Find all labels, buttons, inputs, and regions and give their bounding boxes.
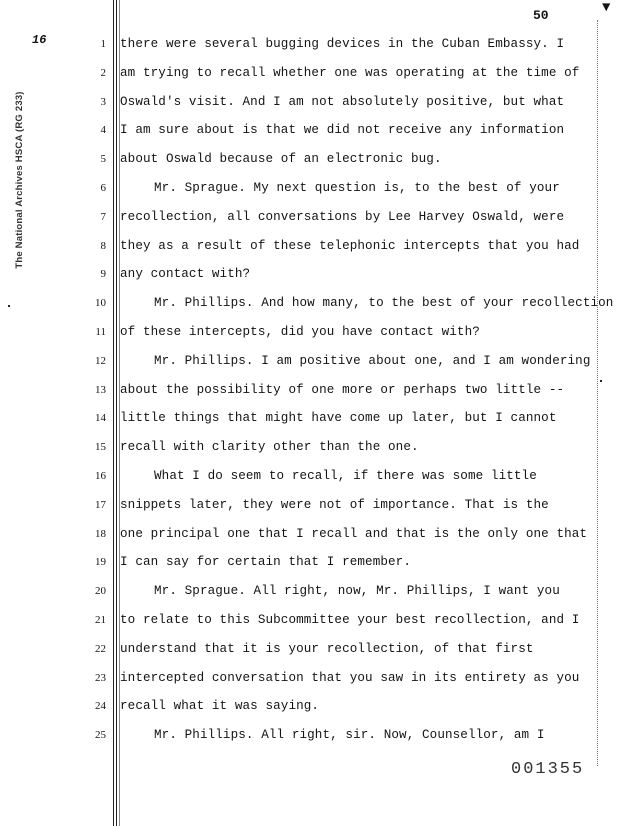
line-number: 10	[95, 297, 106, 310]
line-text: they as a result of these telephonic intercepts that you had	[120, 238, 580, 253]
line-number: 16	[95, 470, 106, 482]
line-number: 25	[95, 729, 106, 742]
line-number: 21	[95, 614, 106, 626]
line-text: am trying to recall whether one was operating at the time of	[120, 65, 580, 80]
line-text: Mr. Phillips. I am positive about one, and I am wondering	[154, 353, 591, 368]
margin-rule	[116, 0, 117, 826]
line-number: 13	[95, 383, 106, 396]
line-text: I am sure about is that we did not receive any information	[120, 123, 565, 138]
line-number: 5	[100, 153, 106, 166]
line-number: 15	[95, 441, 106, 454]
line-text: I can say for certain that I remember.	[120, 555, 411, 570]
line-number: 17	[95, 498, 106, 511]
line-number: 2	[100, 66, 106, 79]
line-number: 1	[100, 38, 106, 50]
line-number: 18	[95, 527, 106, 540]
line-text: about the possibility of one more or perhaps two little --	[120, 382, 565, 397]
line-number: 19	[95, 556, 106, 569]
line-text: snippets later, they were not of importance. That is the	[120, 497, 549, 512]
line-text: one principal one that I recall and that is the only one that	[120, 526, 588, 541]
margin-mark: 16	[32, 33, 47, 47]
line-text: Mr. Sprague. My next question is, to the best of your	[154, 181, 560, 195]
right-margin-rule	[597, 20, 598, 766]
archive-stamp-text: The National Archives HSCA (RG 233)	[14, 91, 25, 269]
line-text: Mr. Phillips. All right, sir. Now, Counsellor, am I	[154, 728, 545, 743]
line-number: 20	[95, 585, 106, 598]
line-text: recollection, all conversations by Lee Harvey Oswald, were	[120, 209, 565, 224]
scan-speck	[600, 380, 602, 382]
line-text: recall what it was saying.	[120, 699, 320, 714]
line-number: 4	[100, 124, 106, 137]
line-number: 8	[100, 239, 106, 252]
line-number: 22	[95, 642, 106, 655]
line-text: to relate to this Subcommittee your best recollection, and I	[120, 613, 580, 627]
line-number: 23	[95, 671, 106, 684]
line-number: 7	[100, 210, 106, 223]
line-number: 3	[100, 95, 106, 108]
archive-stamp	[10, 58, 30, 302]
line-text: Mr. Phillips. And how many, to the best of your recollection	[154, 296, 614, 311]
corner-mark: ▼	[602, 0, 611, 16]
line-number: 14	[95, 412, 106, 425]
line-text: any contact with?	[120, 267, 251, 282]
page-number: 50	[533, 8, 549, 23]
line-text: What I do seem to recall, if there was some little	[154, 469, 537, 483]
line-number: 24	[95, 700, 106, 713]
line-text: recall with clarity other than the one.	[120, 440, 419, 455]
line-text: of these intercepts, did you have contact with?	[120, 325, 480, 339]
line-number: 9	[100, 268, 106, 281]
line-number: 11	[95, 326, 106, 338]
line-text: intercepted conversation that you saw in its entirety as you	[120, 670, 580, 685]
margin-rule	[113, 0, 114, 826]
line-text: little things that might have come up later, but I cannot	[120, 411, 557, 426]
line-text: Mr. Sprague. All right, now, Mr. Phillips, I want you	[154, 584, 560, 599]
line-text: about Oswald because of an electronic bug.	[120, 152, 442, 167]
bates-number: 001355	[511, 760, 585, 779]
scan-speck	[8, 305, 10, 307]
line-text: there were several bugging devices in the Cuban Embassy. I	[120, 37, 565, 51]
line-number: 6	[100, 182, 106, 194]
line-number: 12	[95, 354, 106, 367]
line-text: understand that it is your recollection, of that first	[120, 641, 534, 656]
line-text: Oswald's visit. And I am not absolutely positive, but what	[120, 94, 565, 109]
